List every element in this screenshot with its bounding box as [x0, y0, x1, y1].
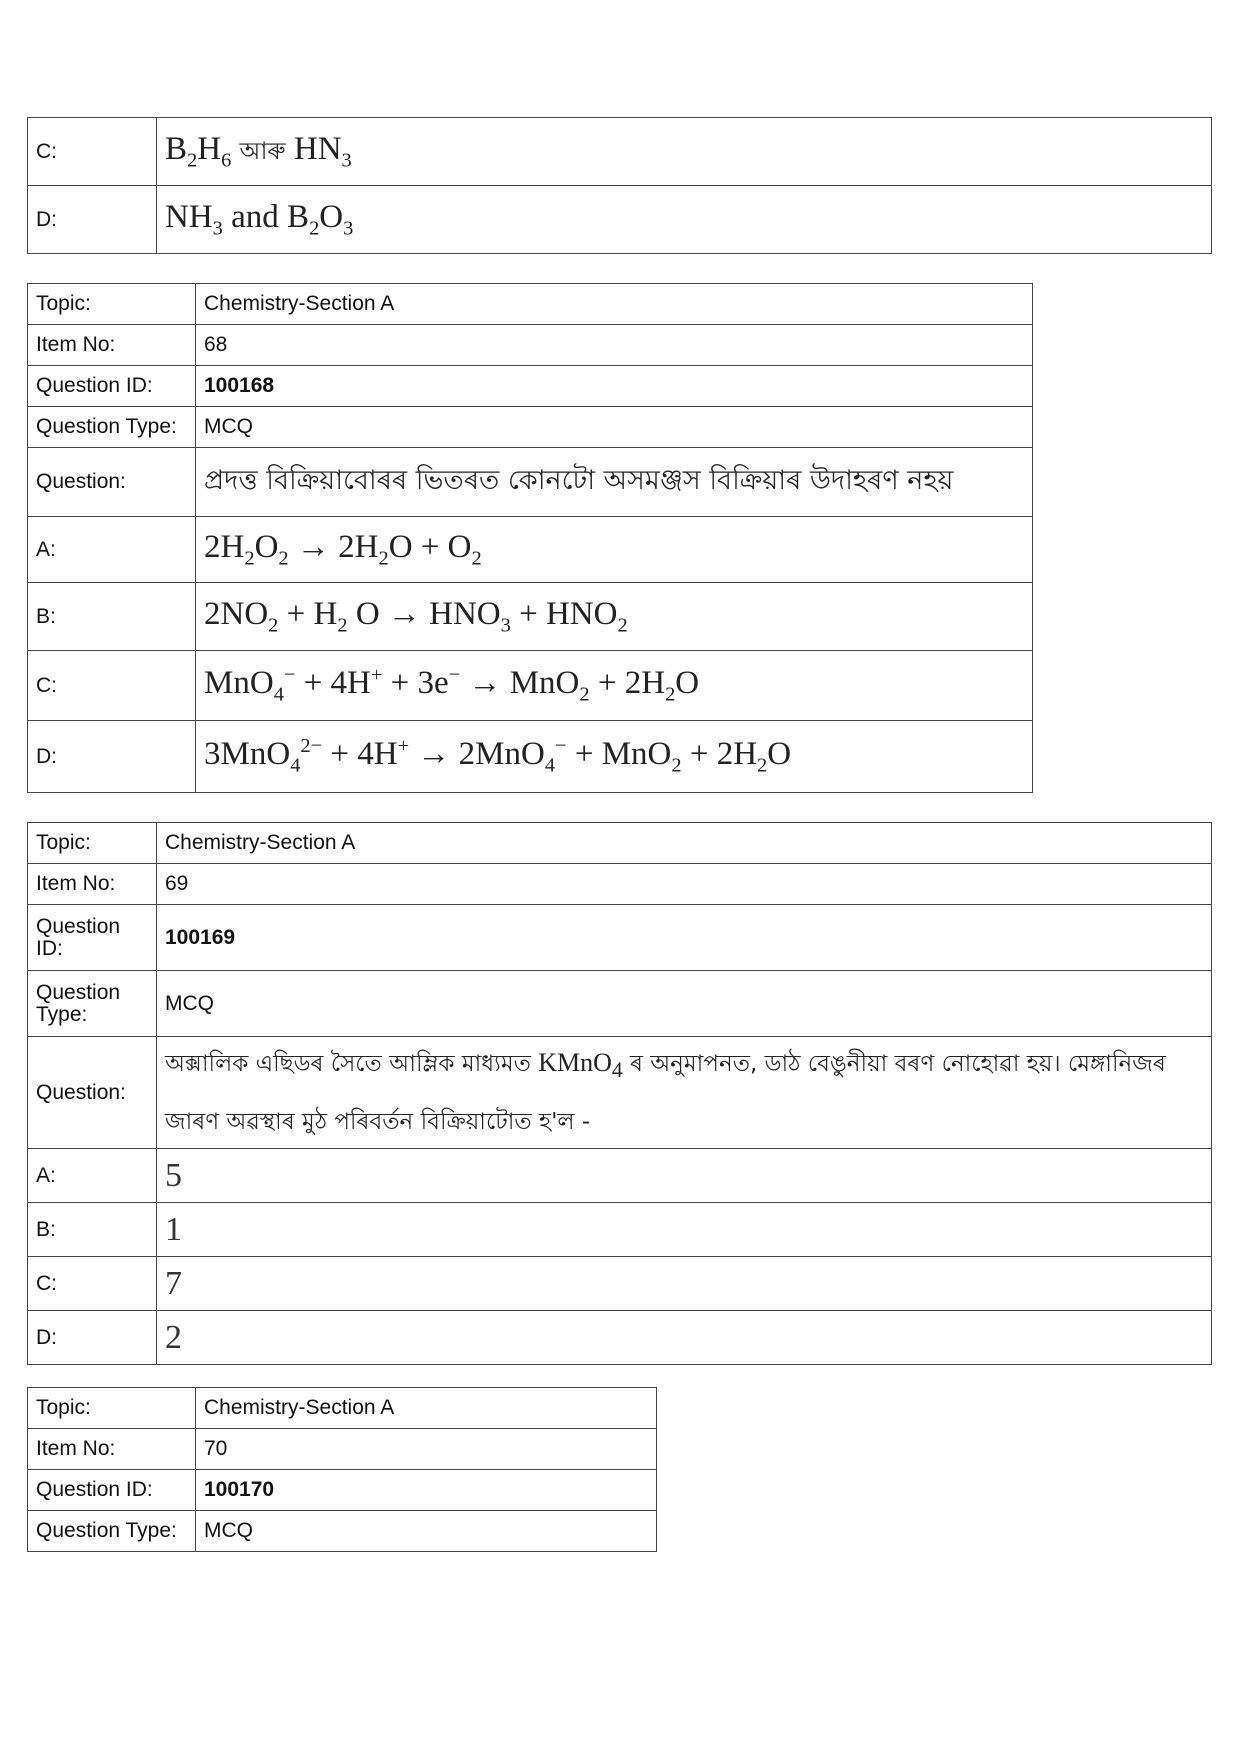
question-type-value: MCQ — [196, 1511, 657, 1552]
question-type-label: Question Type: — [28, 971, 157, 1037]
question-id-label: Question ID: — [28, 366, 196, 407]
option-d-equation: $3MnO_4^{2-} + 4H^+ \to 2MnO_4^- + MnO_2 + 2H_2O$ — [196, 721, 1033, 793]
option-a-equation: $2H_2O_2 \to 2H_2O + O_2$ — [196, 517, 1033, 583]
question-label: Question: — [28, 448, 196, 517]
question-type-label: Question Type: — [28, 407, 196, 448]
question-type-label: Question Type: — [28, 1511, 196, 1552]
question-id-label: Question ID: — [28, 905, 157, 971]
question-type-value: MCQ — [157, 971, 1212, 1037]
option-b-value: 1 — [157, 1203, 1212, 1257]
question-id-value: 100169 — [157, 905, 1212, 971]
option-c-label: C: — [28, 118, 157, 186]
option-a-value: 5 — [157, 1149, 1212, 1203]
question-id-value: 100168 — [196, 366, 1033, 407]
option-b-label: B: — [28, 1203, 157, 1257]
item-no-value: 68 — [196, 325, 1033, 366]
topic-value: Chemistry-Section A — [157, 823, 1212, 864]
question-text: অক্সালিক এছিডৰ সৈতে আম্লিক মাধ্যমত KMnO$_4$ ৰ অনুমাপনত, ডাঠ বেঙুনীয়া বৰণ নোহোৱা হয়। মেঙ্গানিজৰ জাৰণ অৱস্থাৰ মুঠ পৰিবৰ্তন বিক্ৰিয়াটোত হ'ল - — [157, 1037, 1212, 1149]
topic-label: Topic: — [28, 823, 157, 864]
option-c-label: C: — [28, 651, 196, 721]
topic-value: Chemistry-Section A — [196, 284, 1033, 325]
option-d-formula: $NH_3$ and $B_2O_3$ — [157, 186, 1212, 254]
topic-label: Topic: — [28, 1388, 196, 1429]
topic-value: Chemistry-Section A — [196, 1388, 657, 1429]
item-no-label: Item No: — [28, 325, 196, 366]
question-67-options-table — [27, 117, 1212, 254]
question-text: প্ৰদত্ত বিক্ৰিয়াবোৰৰ ভিতৰত কোনটো অসমঞ্জস বিক্ৰিয়াৰ উদাহৰণ নহয় — [196, 448, 1033, 517]
option-a-label: A: — [28, 1149, 157, 1203]
question-68-table — [27, 283, 1033, 793]
question-70-table — [27, 1387, 657, 1552]
item-no-value: 69 — [157, 864, 1212, 905]
item-no-label: Item No: — [28, 864, 157, 905]
option-c-equation: $MnO_4^- + 4H^+ + 3e^- \to MnO_2 + 2H_2O$ — [196, 651, 1033, 721]
option-d-label: D: — [28, 1311, 157, 1365]
option-b-label: B: — [28, 583, 196, 651]
question-type-value: MCQ — [196, 407, 1033, 448]
option-d-value: 2 — [157, 1311, 1212, 1365]
item-no-value: 70 — [196, 1429, 657, 1470]
option-c-formula: $B_2H_6$ আৰু $HN_3$ — [157, 118, 1212, 186]
option-d-label: D: — [28, 186, 157, 254]
question-id-value: 100170 — [196, 1470, 657, 1511]
option-a-label: A: — [28, 517, 196, 583]
option-b-equation: $2NO_2 + H_2$ $O \to HNO_3 + HNO_2$ — [196, 583, 1033, 651]
item-no-label: Item No: — [28, 1429, 196, 1470]
option-c-label: C: — [28, 1257, 157, 1311]
question-id-label: Question ID: — [28, 1470, 196, 1511]
question-69-table — [27, 822, 1212, 1365]
topic-label: Topic: — [28, 284, 196, 325]
question-label: Question: — [28, 1037, 157, 1149]
option-d-label: D: — [28, 721, 196, 793]
option-c-value: 7 — [157, 1257, 1212, 1311]
